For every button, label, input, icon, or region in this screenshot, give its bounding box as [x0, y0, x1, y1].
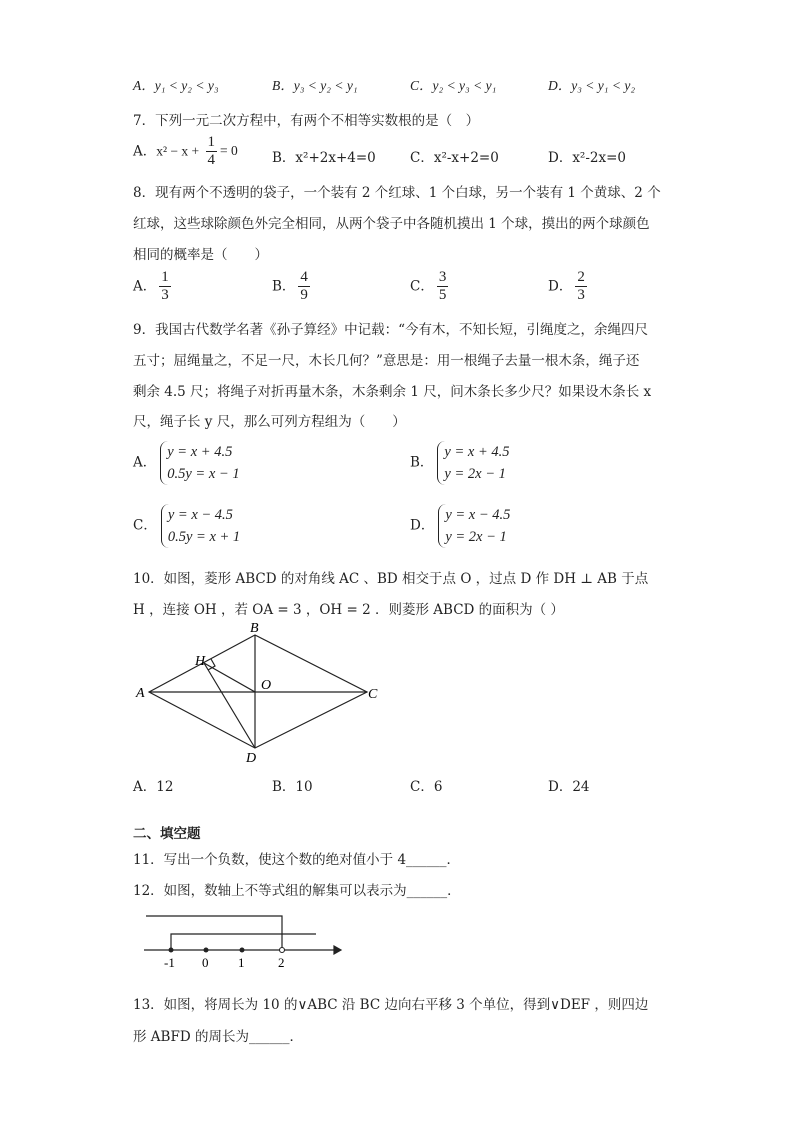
- q9-option-c: [133, 504, 240, 548]
- q9-line3: 剩余 4.5 尺；将绳子对折再量木条，木条剩余 1 尺，问木条长多少尺？如果设木条长 x: [133, 384, 652, 400]
- q13-line1: 13．如图，将周长为 10 的∨ABC 沿 BC 边向右平移 3 个单位，得到∨DEF ，则四边: [133, 997, 649, 1013]
- q10-line1: 10．如图，菱形 ABCD 的对角线 AC 、BD 相交于点 O ，过点 D 作 DH ⊥ AB 于点: [133, 571, 649, 587]
- q9-option-a-system: [160, 441, 239, 485]
- segment-dh: [204, 663, 255, 748]
- label-c: C: [368, 687, 378, 702]
- q8-d-num: 2: [575, 269, 587, 287]
- q7-option-a-fraction: [206, 134, 218, 170]
- q8-option-b: [272, 269, 310, 305]
- q6-option-a: A．y₁ < y₂ < y₃: [133, 78, 219, 93]
- q9-line1: 9．我国古代数学名著《孙子算经》中记载：“今有木，不知长短，引绳度之，余绳四尺: [133, 322, 648, 338]
- rhombus-figure: [128, 622, 388, 767]
- tick-dot-neg1: [169, 948, 174, 953]
- q10-line2: H ，连接 OH ，若 OA = 3 ，OH = 2 ．则菱形 ABCD 的面积为（ ）: [133, 602, 564, 618]
- q9-option-b-system: [437, 441, 509, 485]
- q8-line3: 相同的概率是（ ）: [133, 247, 268, 263]
- q9-d-eq1: y = x − 4.5: [445, 507, 511, 523]
- q8-b-num: 4: [298, 269, 310, 287]
- q8-option-d-label: D．: [548, 278, 573, 295]
- q9-option-d: [410, 504, 510, 548]
- q9-a-eq1: y = x + 4.5: [167, 444, 233, 460]
- q7-option-d: D．x²-2x=0: [548, 150, 627, 166]
- q8-c-den: 5: [438, 287, 447, 304]
- q8-option-a: [133, 269, 171, 305]
- q10-option-d: D．24: [548, 779, 590, 795]
- label-d: D: [246, 751, 257, 766]
- q7-option-a-expr: x² − x +: [156, 143, 203, 159]
- axis-arrow: [334, 946, 341, 954]
- q8-d-den: 3: [577, 287, 585, 304]
- open-circle-2: [280, 948, 285, 953]
- q7-stem: 7．下列一元二次方程中，有两个不相等实数根的是（ ）: [133, 113, 480, 129]
- q8-line1: 8．现有两个不透明的袋子，一个装有 2 个红球、1 个白球，另一个装有 1 个黄球、2 个: [133, 185, 661, 201]
- q9-b-eq1: y = x + 4.5: [444, 444, 510, 460]
- tick-dot-0: [204, 948, 209, 953]
- q7-a-frac-den: 4: [207, 152, 216, 169]
- q6-option-b: B．y₃ < y₂ < y₁: [272, 78, 358, 93]
- label-o: O: [261, 678, 272, 693]
- q6-option-c: C．y₂ < y₃ < y₁: [410, 78, 497, 93]
- q7-option-a-label: A．: [133, 143, 157, 160]
- q9-a-eq2: 0.5y = x − 1: [167, 466, 240, 482]
- tick-label-neg1: -1: [164, 955, 175, 970]
- q8-a-num: 1: [159, 269, 171, 287]
- label-a: A: [136, 686, 145, 701]
- q9-c-eq1: y = x − 4.5: [167, 507, 233, 523]
- q9-option-d-label: D．: [410, 517, 435, 534]
- q9-option-c-system: [161, 504, 240, 548]
- q11: 11．写出一个负数，使这个数的绝对值小于 4______．: [133, 852, 461, 868]
- q8-option-d: [548, 269, 587, 305]
- q7-option-a: [133, 134, 238, 170]
- q8-option-c: [410, 269, 448, 305]
- q6-option-d: D．y₃ < y₁ < y₂: [548, 78, 636, 93]
- tick-dot-1: [240, 948, 245, 953]
- q8-b-den: 9: [300, 287, 308, 304]
- q8-a-den: 3: [161, 287, 169, 304]
- q9-b-eq2: y = 2x − 1: [444, 466, 506, 482]
- q9-option-d-system: [438, 504, 510, 548]
- q9-d-eq2: y = 2x − 1: [445, 529, 507, 545]
- tick-label-1: 1: [238, 955, 245, 970]
- q9-option-c-label: C．: [133, 517, 157, 534]
- q8-c-num: 3: [437, 269, 449, 287]
- solution-bracket-lower: [171, 934, 316, 950]
- number-line-figure: [138, 910, 348, 970]
- q9-option-a-label: A．: [133, 454, 157, 471]
- q7-option-c: C．x²-x+2=0: [410, 150, 499, 166]
- q9-option-a: [133, 441, 240, 485]
- label-b: B: [250, 622, 259, 636]
- q10-option-b: B．10: [272, 779, 313, 795]
- q10-option-a: A．12: [133, 779, 174, 795]
- q12: 12．如图，数轴上不等式组的解集可以表示为______．: [133, 883, 461, 899]
- q9-line2: 五寸；屈绳量之，不足一尺，木长几何？”意思是：用一根绳子去量一根木条，绳子还: [133, 353, 640, 369]
- q13-line2: 形 ABFD 的周长为______．: [133, 1029, 303, 1045]
- label-h: H: [195, 654, 206, 669]
- q9-option-b: [410, 441, 510, 485]
- tick-label-2: 2: [278, 955, 285, 970]
- solution-bracket-upper: [146, 916, 282, 950]
- section-heading: 二、填空题: [133, 826, 201, 842]
- q8-option-b-label: B．: [272, 278, 296, 295]
- q10-option-c: C．6: [410, 779, 443, 795]
- q7-option-b: B．x²+2x+4=0: [272, 150, 376, 166]
- tick-label-0: 0: [202, 955, 209, 970]
- q9-c-eq2: 0.5y = x + 1: [167, 529, 241, 545]
- q7-a-frac-num: 1: [206, 134, 218, 152]
- q9-line4: 尺，绳子长 y 尺，那么可列方程组为（ ）: [133, 414, 406, 430]
- q8-option-c-label: C．: [410, 278, 434, 295]
- q7-option-a-tail: = 0: [220, 143, 238, 159]
- q9-option-b-label: B．: [410, 454, 434, 471]
- q8-option-a-label: A．: [133, 278, 157, 295]
- q8-line2: 红球，这些球除颜色外完全相同，从两个袋子中各随机摸出 1 个球，摸出的两个球颜色: [133, 216, 650, 232]
